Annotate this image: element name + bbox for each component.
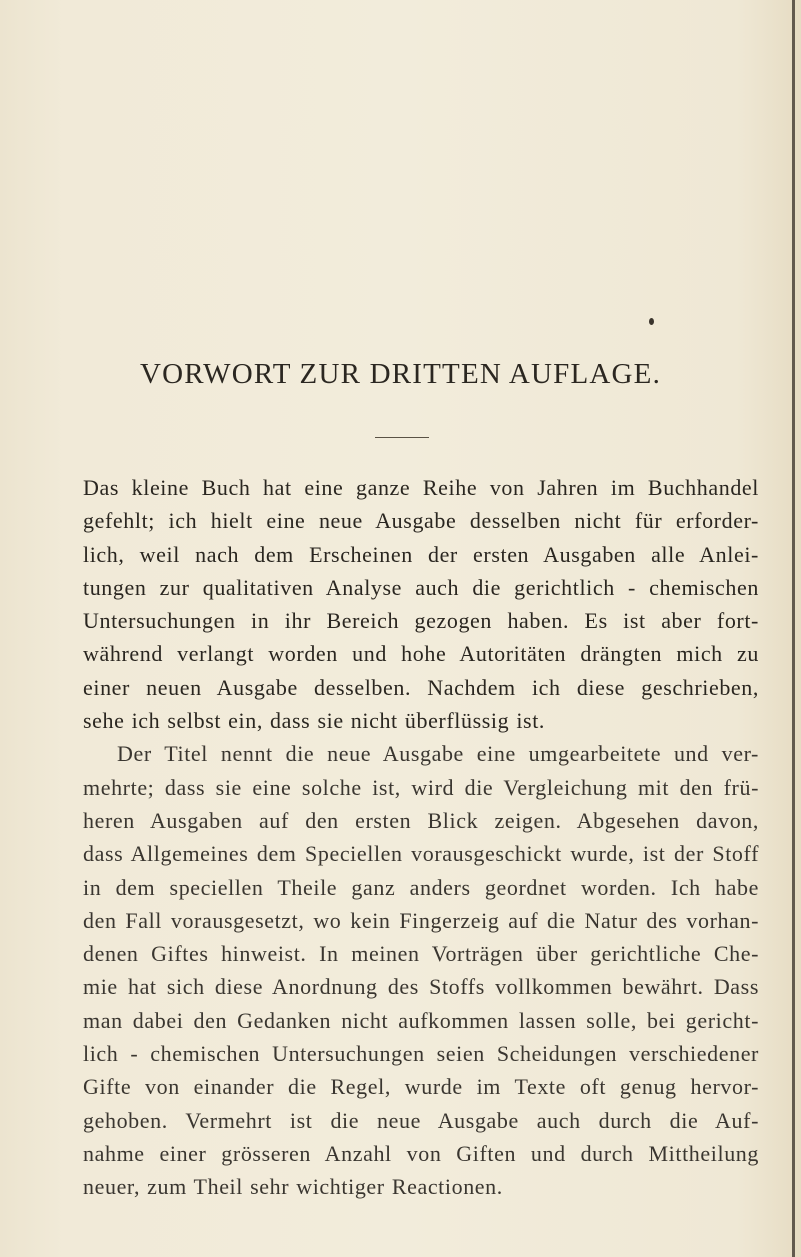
page-edge-shadow [792, 0, 795, 1257]
text-line: sehe ich selbst ein, dass sie nicht überflüssig ist. [83, 708, 546, 734]
text-line: mehrte; dass sie eine solche ist, wird die Vergleichung mit den frü- [83, 774, 759, 800]
text-line: denen Giftes hinweist. In meinen Vorträgen über gerichtliche Che- [83, 941, 759, 967]
text-line: einer neuen Ausgabe desselben. Nachdem ich diese geschrieben, [83, 674, 759, 700]
text-line: während verlangt worden und hohe Autoritäten drängten mich zu [83, 641, 759, 667]
title-divider [375, 437, 429, 438]
paragraph-2 [83, 737, 759, 1203]
text-line: man dabei den Gedanken nicht aufkommen lassen solle, bei gericht- [83, 1007, 759, 1033]
preface-body [83, 471, 759, 1204]
paragraph-1 [83, 471, 759, 737]
text-line: lich, weil nach dem Erscheinen der ersten Ausgaben alle Anlei- [83, 541, 759, 567]
text-line: Untersuchungen in ihr Bereich gezogen haben. Es ist aber fort- [83, 608, 759, 634]
text-line: heren Ausgaben auf den ersten Blick zeigen. Abgesehen davon, [83, 807, 759, 833]
text-line: tungen zur qualitativen Analyse auch die gerichtlich - chemischen [83, 574, 759, 600]
text-line: in dem speciellen Theile ganz anders geordnet worden. Ich habe [83, 874, 759, 900]
text-line: mie hat sich diese Anordnung des Stoffs vollkommen bewährt. Dass [83, 974, 759, 1000]
page-title: VORWORT ZUR DRITTEN AUFLAGE. [139, 358, 662, 390]
text-line: Gifte von einander die Regel, wurde im Texte oft genug hervor- [83, 1074, 759, 1100]
text-line: gefehlt; ich hielt eine neue Ausgabe desselben nicht für erforder- [83, 508, 759, 534]
text-line: lich - chemischen Untersuchungen seien Scheidungen verschiedener [83, 1041, 759, 1067]
text-line: Das kleine Buch hat eine ganze Reihe von Jahren im Buchhandel [83, 475, 759, 500]
text-line: dass Allgemeines dem Speciellen vorausgeschickt wurde, ist der Stoff [83, 841, 759, 867]
ink-speck [649, 318, 654, 325]
text-line: den Fall vorausgesetzt, wo kein Fingerzeig auf die Natur des vorhan- [83, 907, 759, 933]
text-line: neuer, zum Theil sehr wichtiger Reactionen. [83, 1174, 503, 1200]
text-line: Der Titel nennt die neue Ausgabe eine umgearbeitete und ver- [117, 741, 759, 767]
text-line: gehoben. Vermehrt ist die neue Ausgabe auch durch die Auf- [83, 1107, 759, 1133]
text-line: nahme einer grösseren Anzahl von Giften und durch Mittheilung [83, 1140, 759, 1166]
